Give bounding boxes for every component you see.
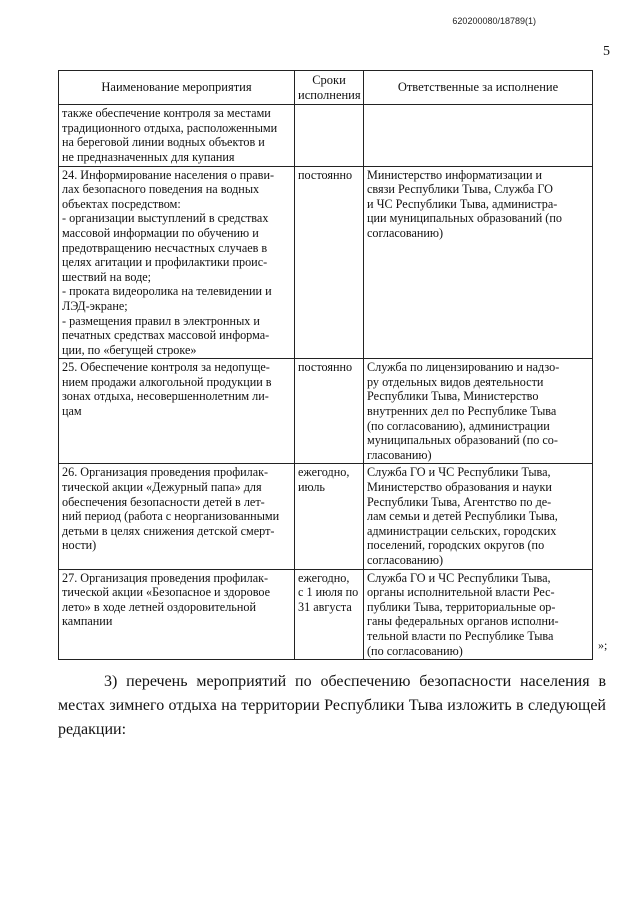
cell-text-line: также обеспечение контроля за местами [62,106,271,121]
cell-text-line: цам [62,404,82,419]
measure-cell [59,166,295,359]
table-row [59,464,593,569]
cell-text-line: обеспечения безопасности детей в лет- [62,494,265,509]
cell-text-line: тической акции «Безопасное и здоровое [62,585,271,600]
cell-text-line: лето» в ходе летней оздоровительной [62,599,256,614]
cell-text-line: массовой информации по обучению и [62,225,259,240]
cell-text-line: традиционного отдыха, расположенными [62,120,278,135]
cell-text-line: 26. Организация проведения профилак- [62,465,269,480]
responsible-cell [364,464,593,569]
measure-cell [59,464,295,569]
cell-text-line: 25. Обеспечение контроля за недопуще- [62,360,270,375]
table-header-row [59,71,593,105]
cell-text-line: (по согласованию), администрации [367,418,550,433]
cell-text-line: ежегодно, [298,465,350,480]
page-number: 5 [603,44,610,59]
cell-text-line: Министерство информатизации и [367,167,543,182]
cell-text-line: лам семьи и детей Республики Тыва, [367,509,558,524]
responsible-cell [364,166,593,359]
cell-text-line: лах безопасного поведения на водных [62,182,260,197]
header-deadline: Сроки исполнения [295,71,364,105]
cell-text-line: предотвращению несчастных случаев в [62,240,268,255]
cell-text-line: ганы федеральных органов исполни- [367,614,559,629]
cell-text-line: тельной власти по Республике Тыва [367,628,554,643]
cell-text-line: 27. Организация проведения профилак- [62,570,269,585]
table-row [59,105,593,166]
table-row [59,359,593,464]
table-row [59,166,593,359]
cell-text-line: ции муниципальных образований (по [367,211,562,226]
cell-text-line: нием продажи алкогольной продукции в [62,374,272,389]
cell-text-line: администрации сельских, городских [367,523,557,538]
deadline-cell [295,464,364,569]
cell-text-line: 31 августа [298,599,352,614]
document-id: 620200080/18789(1) [452,16,536,26]
cell-text-line: ции, по «бегущей строке» [62,342,197,357]
cell-text-line: (по согласованию) [367,643,463,658]
cell-text-line: кампании [62,614,113,629]
deadline-cell [295,359,364,464]
cell-text-line: ний период (работа с неорганизованными [62,509,280,524]
measure-cell [59,105,295,166]
cell-text-line: целях агитации и профилактики проис- [62,255,268,270]
cell-text-line: поселений, городских округов (по [367,538,545,553]
cell-text-line: Республики Тыва, Агентство по де- [367,494,552,509]
cell-text-line: муниципальных образований (по со- [367,433,558,448]
body-paragraph: 3) перечень мероприятий по обеспечению безопасности населения в местах зимнего отдыха на территории Республики Тыва изложить в следующей редакции: [58,673,606,738]
responsible-cell [364,105,593,166]
cell-text-line: Служба ГО и ЧС Республики Тыва, [367,465,551,480]
header-measure-name: Наименование мероприятия [59,71,295,105]
header-responsible: Ответственные за исполнение [364,71,593,105]
cell-text-line: детьми в целях снижения детской смерт- [62,523,275,538]
cell-text-line: ности) [62,538,97,553]
closing-quote-mark: »; [598,638,608,652]
cell-text-line: 24. Информирование населения о прави- [62,167,275,182]
cell-text-line: - проката видеоролика на телевидении и [62,284,272,299]
measure-cell [59,569,295,660]
cell-text-line: согласованию) [367,225,444,240]
cell-text-line: тической акции «Дежурный папа» для [62,480,262,495]
cell-text-line: не предназначенных для купания [62,149,235,164]
cell-text-line: с 1 июля по [298,585,359,600]
measures-table [58,70,593,660]
deadline-cell [295,569,364,660]
cell-text-line: постоянно [298,360,353,375]
deadline-cell [295,166,364,359]
cell-text-line: Служба ГО и ЧС Республики Тыва, [367,570,551,585]
cell-text-line: на береговой линии водных объектов и [62,135,265,150]
cell-text-line: Министерство образования и науки [367,480,552,495]
cell-text-line: Служба по лицензированию и надзо- [367,360,560,375]
cell-text-line: связи Республики Тыва, Служба ГО [367,182,553,197]
responsible-cell [364,569,593,660]
cell-text-line: печатных средствах массовой информа- [62,328,270,343]
cell-text-line: июль [298,480,325,495]
cell-text-line: органы исполнительной власти Рес- [367,585,555,600]
cell-text-line: ежегодно, [298,570,350,585]
cell-text-line: - организации выступлений в средствах [62,211,269,226]
cell-text-line: согласованию) [367,553,444,567]
cell-text-line: зонах отдыха, несовершеннолетним ли- [62,389,269,404]
cell-text-line: и ЧС Республики Тыва, администра- [367,196,558,211]
cell-text-line: шествий на воде; [62,269,152,284]
cell-text-line: публики Тыва, территориальные ор- [367,599,556,614]
cell-text-line: ЛЭД-экране; [62,298,128,313]
table-body [59,105,593,660]
cell-text-line: внутренних дел по Республике Тыва [367,404,557,419]
measure-cell [59,359,295,464]
cell-text-line: ру отдельных видов деятельности [367,374,544,389]
cell-text-line: - размещения правил в электронных и [62,313,260,328]
cell-text-line: объектах посредством: [62,196,181,211]
cell-text-line: гласованию) [367,447,432,462]
deadline-cell [295,105,364,166]
cell-text-line: постоянно [298,167,353,182]
cell-text-line: Республики Тыва, Министерство [367,389,539,404]
responsible-cell [364,359,593,464]
table-row [59,569,593,660]
